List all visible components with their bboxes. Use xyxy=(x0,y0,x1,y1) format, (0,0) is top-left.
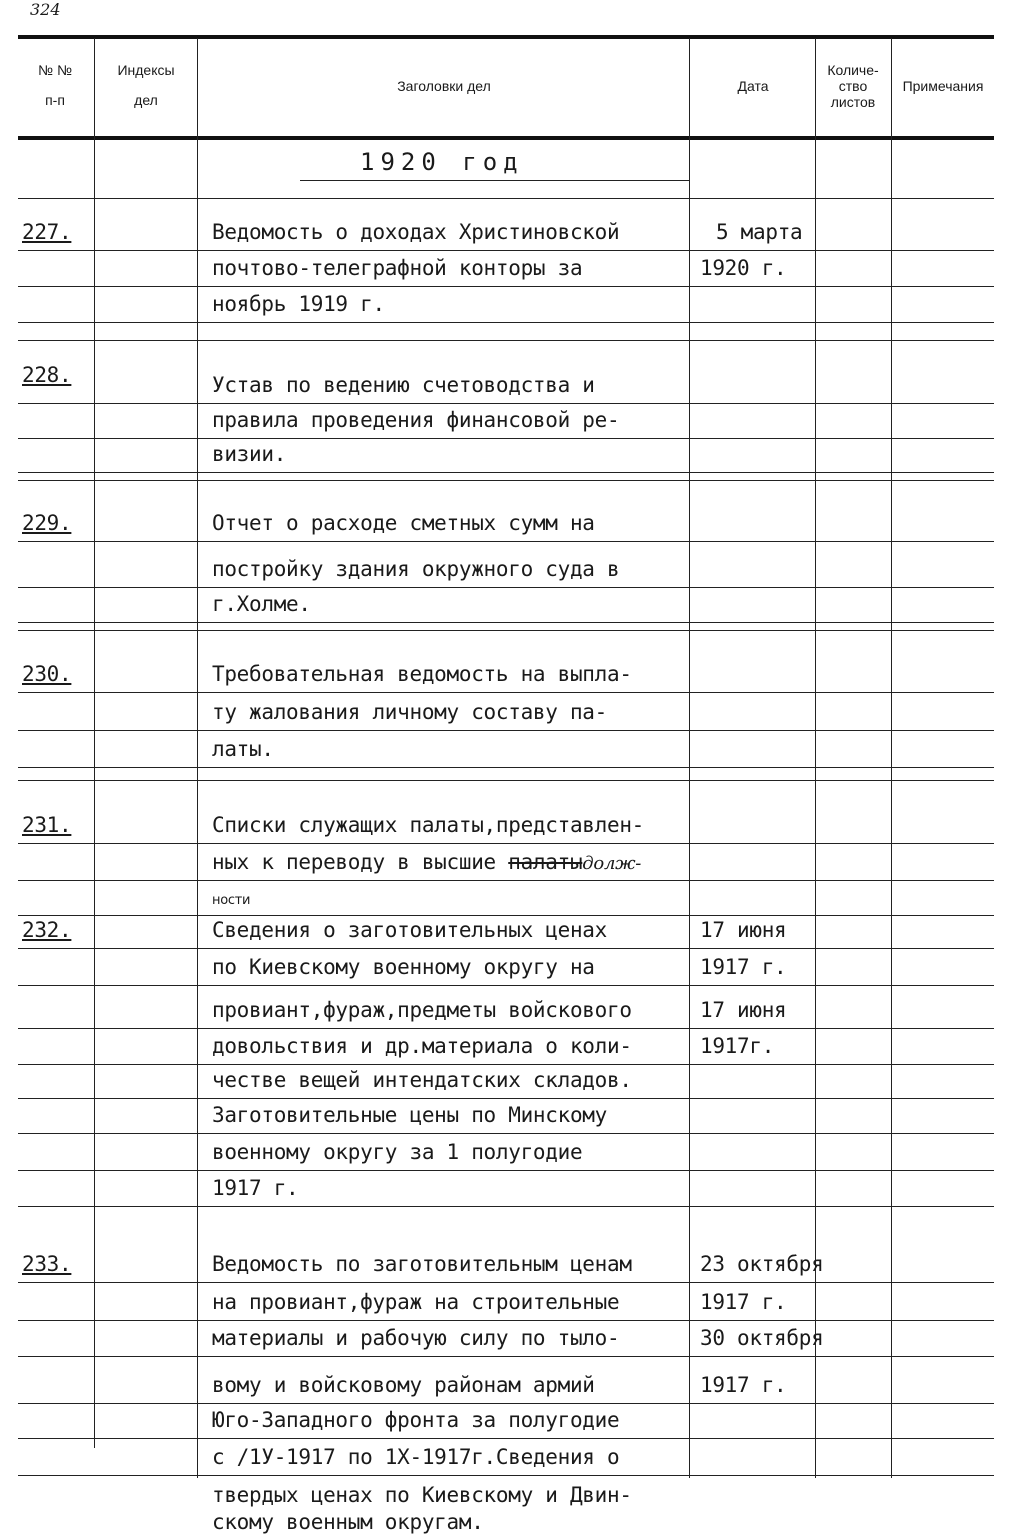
ruled-line xyxy=(18,780,994,781)
entry-title-line: постройку здания окружного суда в xyxy=(212,557,620,581)
ruled-line xyxy=(18,1064,994,1065)
entry-number: 227. xyxy=(22,220,72,244)
entry-title-line: честве вещей интендатских складов. xyxy=(212,1068,632,1092)
ruled-line xyxy=(18,480,994,481)
ruled-line xyxy=(18,340,994,341)
ruled-line xyxy=(18,1475,994,1476)
entry-title-line: ту жалования личному составу па- xyxy=(212,700,607,724)
header-date: Дата xyxy=(737,78,769,94)
header-sheets-line: листов xyxy=(830,94,876,110)
entry-title-line: Требовательная ведомость на выпла- xyxy=(212,662,632,686)
entry-date: 1917 г. xyxy=(700,1290,787,1314)
header-number-line: п-п xyxy=(45,92,65,108)
header-notes: Примечания xyxy=(902,78,984,94)
ruled-line xyxy=(18,1206,994,1207)
entry-number: 233. xyxy=(22,1252,72,1276)
entry-date: 30 октября xyxy=(700,1326,824,1350)
ruled-line xyxy=(18,843,994,844)
ruled-line xyxy=(18,250,994,251)
entry-title-line: ности xyxy=(212,893,251,908)
entry-title-line: военному округу за 1 полугодие xyxy=(212,1140,583,1164)
entry-title-line: Сведения о заготовительных ценах xyxy=(212,918,607,942)
header-sheets xyxy=(816,62,890,110)
entry-title-line: ноябрь 1919 г. xyxy=(212,292,385,316)
year-underline xyxy=(300,180,690,181)
header-title: Заголовки дел xyxy=(397,78,491,94)
header-index-line: Индексы xyxy=(117,62,175,78)
entry-title-line: Списки служащих палаты,представлен- xyxy=(212,813,645,837)
ruled-line xyxy=(18,1320,994,1321)
ruled-line xyxy=(18,472,994,473)
ruled-line xyxy=(18,198,994,199)
entry-title-line: материалы и рабочую силу по тыло- xyxy=(212,1326,620,1350)
entry-title-line xyxy=(212,850,641,874)
entry-title-line: твердых ценах по Киевскому и Двин- xyxy=(212,1483,632,1507)
entry-number: 232. xyxy=(22,918,72,942)
struck-text: палаты xyxy=(508,850,583,874)
entry-title-line: 1917 г. xyxy=(212,1176,299,1200)
entry-date: 1920 г. xyxy=(700,256,787,280)
entry-title-line: Устав по ведению счетоводства и xyxy=(212,373,595,397)
column-divider xyxy=(689,38,690,1478)
entry-title-line: Ведомость по заготовительным ценам xyxy=(212,1252,632,1276)
ruled-line xyxy=(18,1356,994,1357)
handwritten-correction: долж- xyxy=(582,853,642,874)
ruled-line xyxy=(18,587,994,588)
header-sheets-line: ство xyxy=(838,78,868,94)
ruled-line xyxy=(18,286,994,287)
ruled-line xyxy=(18,1133,994,1134)
ruled-line xyxy=(18,915,994,916)
header-index-line: дел xyxy=(134,92,158,108)
entry-date: 17 июня xyxy=(700,918,787,942)
entry-number: 228. xyxy=(22,363,72,387)
entry-title-line: по Киевскому военному округу на xyxy=(212,955,595,979)
ruled-line xyxy=(18,730,994,731)
entry-title-line: почтово-телеграфной конторы за xyxy=(212,256,583,280)
ruled-line xyxy=(18,403,994,404)
entry-number: 231. xyxy=(22,813,72,837)
entry-title-line: визии. xyxy=(212,442,287,466)
entry-number: 230. xyxy=(22,662,72,686)
entry-title-line: довольствия и др.материала о коли- xyxy=(212,1034,632,1058)
entry-title-line: г.Холме. xyxy=(212,592,311,616)
ruled-line xyxy=(18,767,994,768)
header-number xyxy=(22,62,88,108)
ruled-line xyxy=(18,1438,994,1439)
ruled-line xyxy=(18,1028,994,1029)
ruled-line xyxy=(18,948,994,949)
ruled-line xyxy=(18,1098,994,1099)
entry-title-line: вому и войсковому районам армий xyxy=(212,1373,595,1397)
entry-date: 17 июня xyxy=(700,998,787,1022)
ruled-line xyxy=(18,541,994,542)
entry-title-line: скому военным округам. xyxy=(212,1510,484,1534)
entry-title-line: Юго-Западного фронта за полугодие xyxy=(212,1408,620,1432)
entry-date: 5 марта xyxy=(716,220,803,244)
header-top-rule xyxy=(18,35,994,39)
column-divider xyxy=(197,38,198,1478)
entry-title-line: Заготовительные цены по Минскому xyxy=(212,1103,607,1127)
entry-title-line: Отчет о расходе сметных сумм на xyxy=(212,511,595,535)
ruled-line xyxy=(18,985,994,986)
header-bottom-rule xyxy=(18,136,994,140)
entry-date: 1917 г. xyxy=(700,955,787,979)
column-divider xyxy=(891,38,892,1478)
header-sheets-line: Количе- xyxy=(827,62,879,78)
ruled-line xyxy=(18,322,994,323)
entry-date: 1917 г. xyxy=(700,1373,787,1397)
entry-title-line: латы. xyxy=(212,737,274,761)
entry-title-line: правила проведения финансовой ре- xyxy=(212,408,620,432)
entry-title-line: Ведомость о доходах Христиновской xyxy=(212,220,620,244)
year-heading: 1920 год xyxy=(360,148,524,176)
ruled-line xyxy=(18,1403,994,1404)
entry-title-line: на провиант,фураж на строительные xyxy=(212,1290,620,1314)
archive-page-mark: 324 xyxy=(30,0,61,19)
header-number-line: № № xyxy=(38,62,72,78)
entry-date: 1917г. xyxy=(700,1034,775,1058)
entry-title-line: с /1У-1917 по 1Х-1917г.Сведения о xyxy=(212,1445,620,1469)
ruled-line xyxy=(18,1170,994,1171)
ruled-line xyxy=(18,1282,994,1283)
entry-number: 229. xyxy=(22,511,72,535)
entry-title-line: провиант,фураж,предметы войскового xyxy=(212,998,632,1022)
ruled-line xyxy=(18,880,994,881)
ruled-line xyxy=(18,630,994,631)
ruled-line xyxy=(18,692,994,693)
entry-date: 23 октября xyxy=(700,1252,824,1276)
ruled-line xyxy=(18,438,994,439)
ruled-line xyxy=(18,622,994,623)
header-index xyxy=(98,62,194,108)
title-text: ных к переводу в высшие xyxy=(212,850,509,874)
